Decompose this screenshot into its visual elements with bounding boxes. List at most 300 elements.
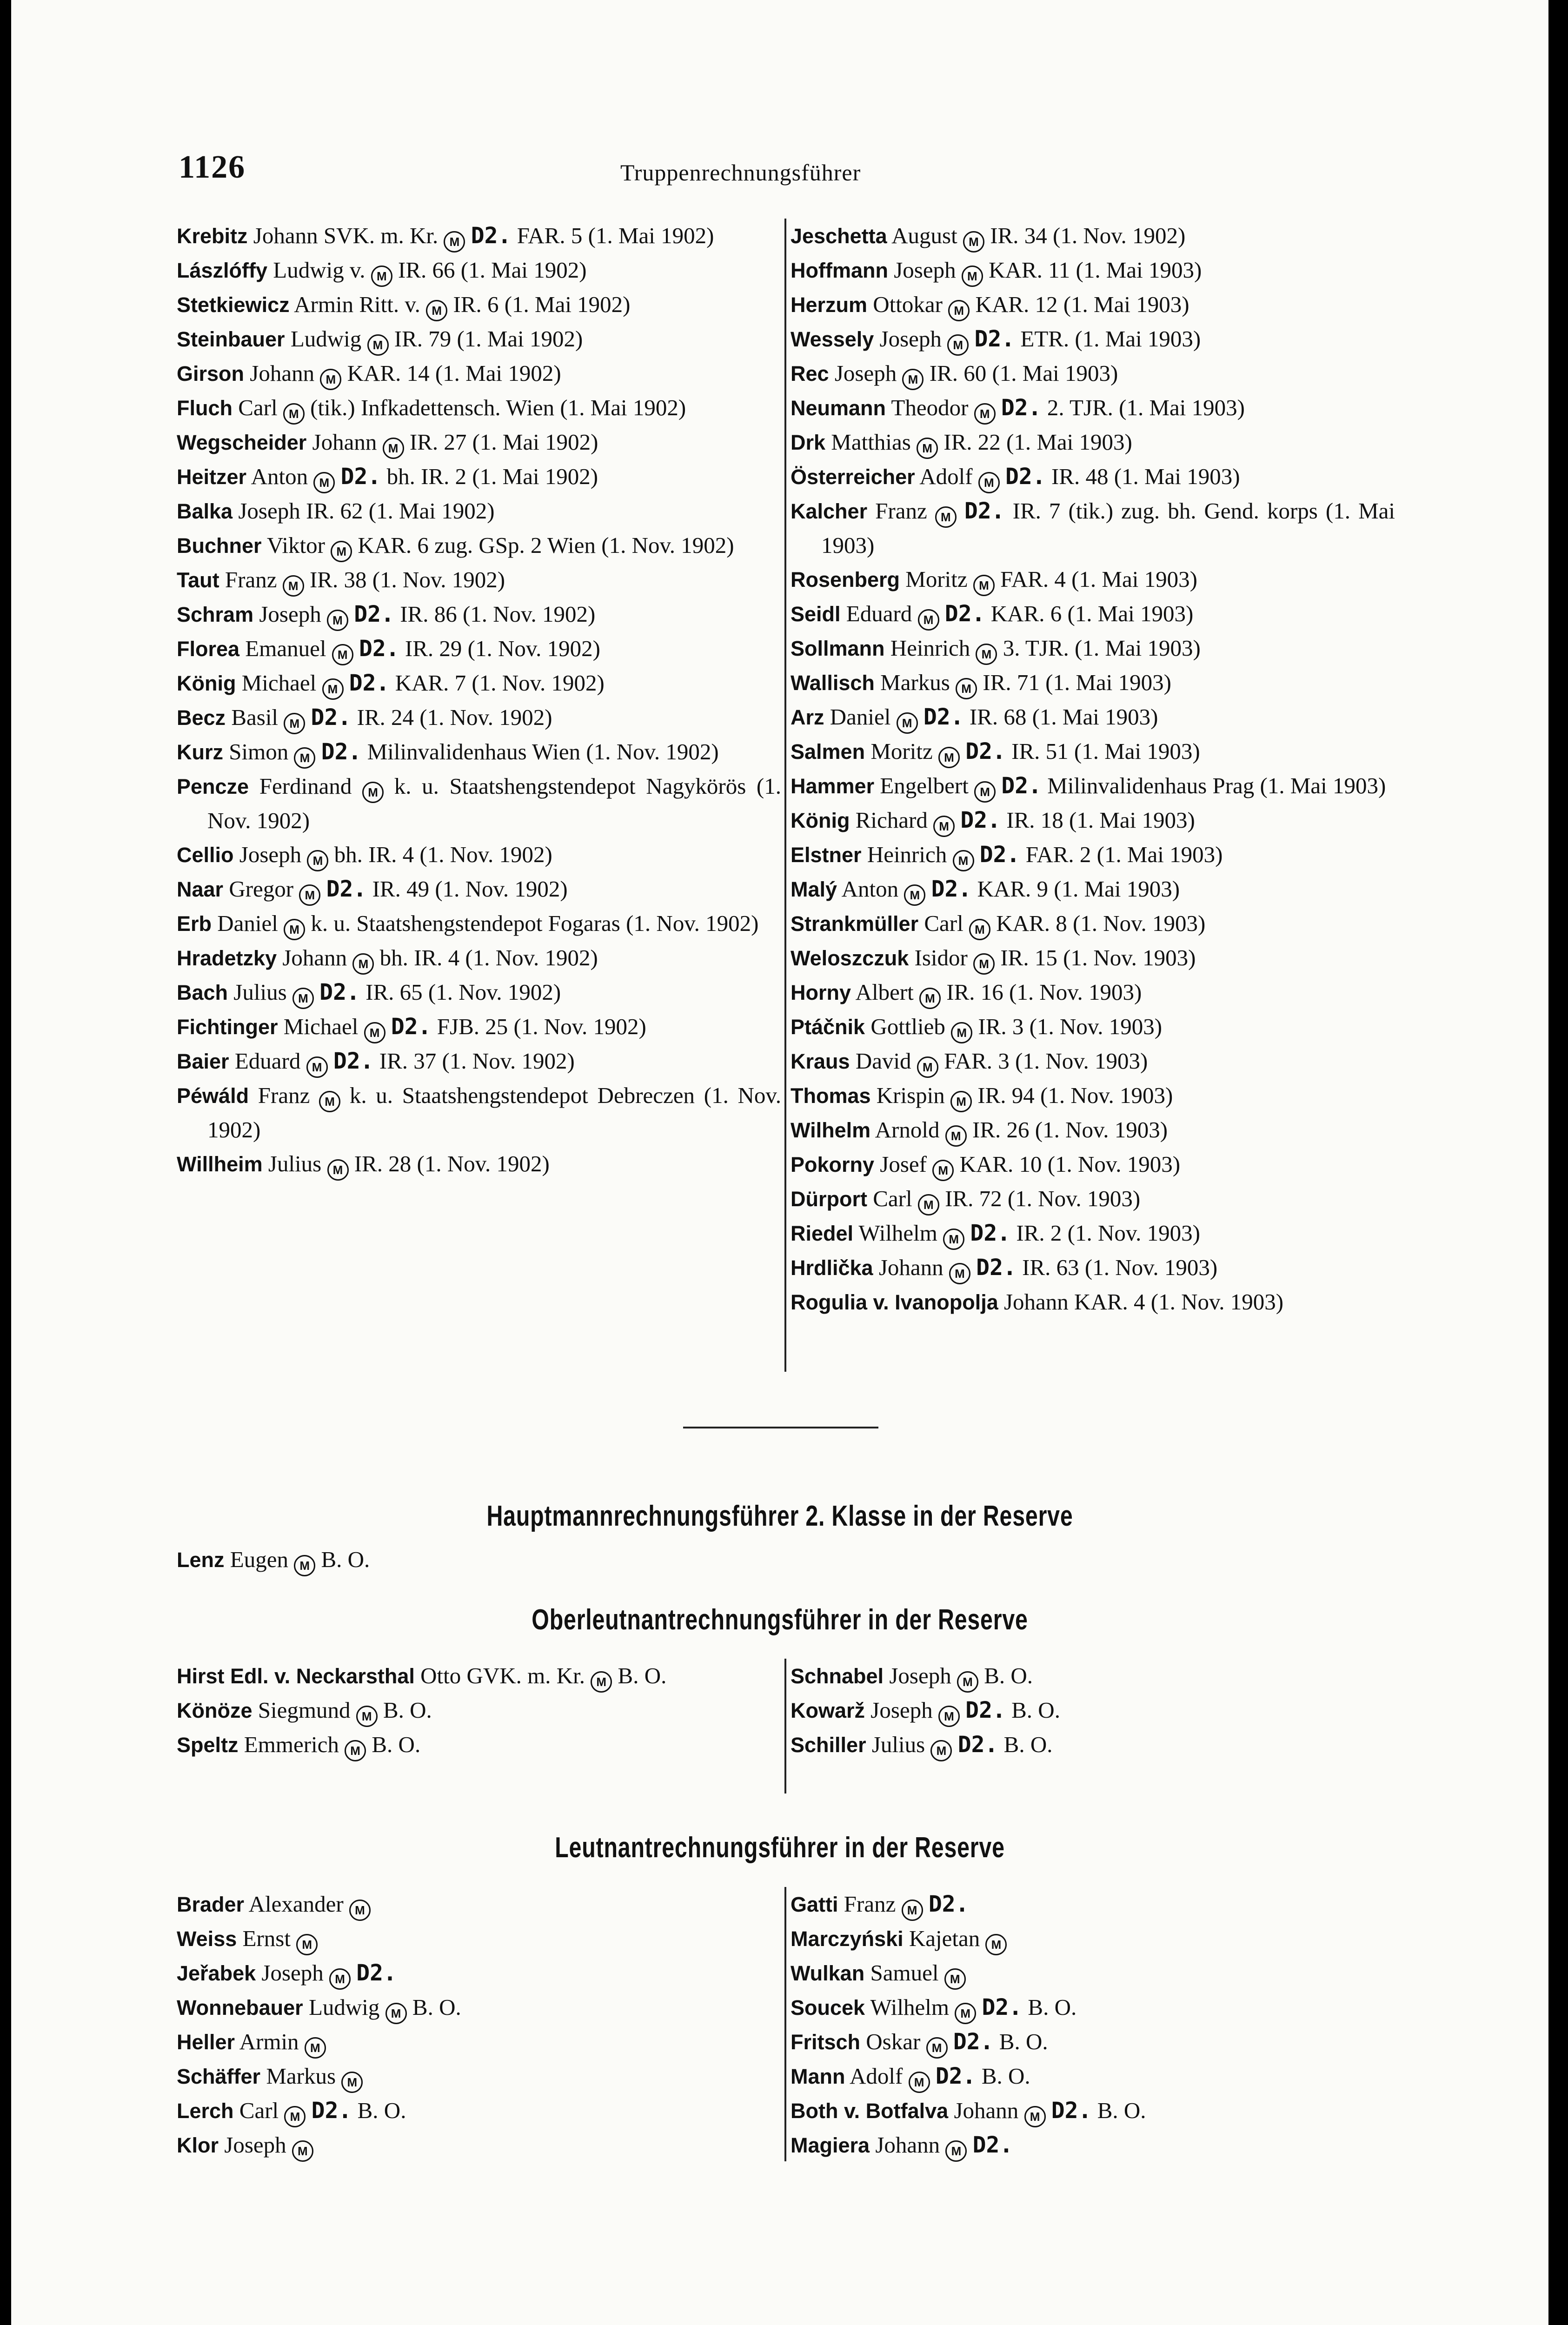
person-surname: Hoffmann [791, 259, 888, 282]
medal-icon: M [327, 610, 348, 631]
person-surname: Fluch [177, 396, 233, 420]
personnel-entry [177, 459, 781, 494]
person-surname: Fritsch [791, 2030, 861, 2054]
medal-icon: M [332, 644, 353, 665]
medal-icon: M [909, 2072, 930, 2093]
medal-icon: M [944, 1968, 966, 1990]
decoration-label: D2. [326, 876, 367, 902]
decoration-label: D2. [471, 223, 512, 249]
person-surname: Florea [177, 637, 240, 661]
medal-icon: M [897, 712, 918, 734]
medal-icon: M [969, 919, 990, 940]
column-divider [784, 219, 786, 1372]
person-details: Adolf M D2. B. O. [850, 2063, 1030, 2089]
person-surname: Kurz [177, 740, 223, 764]
running-header [11, 149, 1548, 191]
medal-icon: M [962, 266, 983, 287]
person-details: Franz M D2. IR. 7 (tik.) zug. bh. Gend. korps (1. Mai 1903) [821, 498, 1395, 558]
medal-icon: M [294, 1555, 315, 1576]
person-details: Michael M D2. FJB. 25 (1. Nov. 1902) [284, 1014, 646, 1039]
personnel-entry [791, 425, 1395, 459]
person-details: Ferdinand M k. u. Staatshengstendepot Nagykörös (1. Nov. 1902) [207, 773, 781, 833]
decoration-label: D2. [1001, 395, 1042, 421]
personnel-entry [791, 837, 1395, 872]
person-details: Oskar M D2. B. O. [866, 2029, 1048, 2054]
person-surname: Soucek [791, 1996, 865, 2019]
personnel-entry [177, 1693, 781, 1727]
medal-icon: M [985, 1934, 1007, 1955]
person-details: Moritz M FAR. 4 (1. Mai 1903) [905, 566, 1197, 592]
person-details: Arnold M IR. 26 (1. Nov. 1903) [875, 1117, 1168, 1143]
decoration-label: D2. [1001, 773, 1042, 799]
person-surname: Taut [177, 568, 219, 592]
person-surname: Riedel [791, 1222, 854, 1245]
decoration-label: D2. [982, 1994, 1023, 2020]
personnel-entry [177, 1010, 781, 1044]
person-surname: Seidl [791, 602, 841, 626]
person-surname: Brader [177, 1893, 245, 1916]
personnel-entry [791, 941, 1395, 975]
medal-icon: M [313, 472, 335, 493]
person-surname: Weiss [177, 1927, 237, 1951]
person-details: Eduard M D2. IR. 37 (1. Nov. 1902) [235, 1048, 575, 1074]
person-surname: Wallisch [791, 671, 875, 695]
medal-icon: M [947, 334, 969, 356]
person-details: Kajetan M [909, 1926, 1007, 1951]
person-details: Joseph M D2. ETR. (1. Mai 1903) [880, 326, 1201, 352]
personnel-entry [177, 494, 781, 528]
person-details: Anton M D2. KAR. 9 (1. Mai 1903) [842, 876, 1180, 902]
medal-icon: M [938, 747, 960, 768]
personnel-entry [791, 803, 1395, 837]
entries-oberleutnant-left [177, 1659, 781, 1762]
personnel-entry [177, 1990, 781, 2025]
personnel-entry [177, 1542, 781, 1577]
person-details: Franz M IR. 38 (1. Nov. 1902) [225, 567, 505, 592]
person-surname: Horny [791, 981, 851, 1004]
person-details: Franz M D2. [844, 1891, 969, 1917]
person-details: Joseph M D2. B. O. [870, 1697, 1060, 1723]
medal-icon: M [935, 506, 957, 528]
decoration-label: D2. [319, 979, 360, 1005]
personnel-entry [177, 2093, 781, 2128]
person-surname: Weloszczuk [791, 946, 909, 970]
person-surname: Wulkan [791, 1961, 865, 1985]
person-details: Emanuel M D2. IR. 29 (1. Nov. 1902) [245, 636, 600, 661]
person-surname: Balka [177, 499, 233, 523]
person-details: Viktor M KAR. 6 zug. GSp. 2 Wien (1. Nov. 1902) [267, 532, 734, 558]
medal-icon: M [943, 1229, 964, 1250]
personnel-entry [791, 1010, 1395, 1044]
personnel-entry [177, 700, 781, 735]
medal-icon: M [918, 609, 939, 631]
decoration-label: D2. [923, 704, 964, 730]
person-details: Ludwig M IR. 79 (1. Mai 1902) [291, 326, 583, 352]
person-details: Ernst M [243, 1926, 318, 1951]
personnel-entry [791, 1693, 1395, 1727]
person-surname: Arz [791, 705, 824, 729]
column-divider [784, 1659, 786, 1794]
medal-icon: M [319, 1091, 340, 1112]
medal-icon: M [307, 850, 328, 871]
person-details: Johann M IR. 27 (1. Mai 1902) [312, 429, 598, 455]
person-details: Wilhelm M D2. IR. 2 (1. Nov. 1903) [858, 1220, 1200, 1246]
medal-icon: M [1024, 2106, 1046, 2127]
person-surname: Schram [177, 603, 254, 626]
person-surname: Sollmann [791, 637, 885, 660]
person-details: Michael M D2. KAR. 7 (1. Nov. 1902) [242, 670, 605, 696]
medal-icon: M [949, 1263, 970, 1284]
medal-icon: M [938, 1706, 960, 1727]
medal-icon: M [349, 1900, 371, 1921]
personnel-entry [177, 666, 781, 700]
personnel-entry [791, 1078, 1395, 1113]
personnel-entry [791, 1285, 1395, 1319]
person-surname: Cellio [177, 843, 234, 867]
personnel-entry [791, 459, 1395, 494]
person-surname: Thomas [791, 1084, 871, 1108]
personnel-entry [791, 2025, 1395, 2059]
person-surname: Hradetzky [177, 946, 277, 970]
personnel-entry [177, 872, 781, 906]
person-surname: Hrdlička [791, 1256, 873, 1280]
person-surname: Strankmüller [791, 912, 919, 936]
person-surname: Klor [177, 2133, 219, 2157]
person-details: Eugen M B. O. [230, 1547, 370, 1572]
personnel-entry [177, 906, 781, 941]
person-surname: Pokorny [791, 1153, 875, 1176]
person-surname: Kowarž [791, 1699, 865, 1722]
medal-icon: M [329, 1968, 351, 1990]
decoration-label: D2. [391, 1014, 432, 1040]
personnel-entry [791, 356, 1395, 391]
personnel-entry [791, 1990, 1395, 2025]
medal-icon: M [356, 1706, 378, 1727]
person-surname: Schnabel [791, 1664, 884, 1688]
decoration-label: D2. [970, 1220, 1011, 1246]
person-details: Carl M D2. B. O. [239, 2098, 406, 2123]
person-details: Joseph M B. O. [889, 1663, 1033, 1688]
person-details: Heinrich M 3. TJR. (1. Mai 1903) [890, 635, 1201, 661]
entries-oberleutnant-right [791, 1659, 1395, 1762]
personnel-entry [177, 2025, 781, 2059]
personnel-entry [177, 287, 781, 322]
medal-icon: M [945, 1125, 967, 1147]
person-surname: Österreicher [791, 465, 915, 489]
medal-icon: M [296, 1934, 318, 1955]
decoration-label: D2. [1005, 464, 1046, 490]
person-details: Johann M KAR. 14 (1. Mai 1902) [250, 360, 561, 386]
person-surname: Magiera [791, 2133, 870, 2157]
person-details: Ludwig M B. O. [309, 1994, 461, 2020]
person-details: Armin M [239, 2029, 326, 2054]
person-details: Johann KAR. 4 (1. Nov. 1903) [1003, 1289, 1284, 1315]
person-details: Gregor M D2. IR. 49 (1. Nov. 1902) [229, 876, 567, 902]
medal-icon: M [345, 1740, 366, 1761]
person-details: Julius M D2. IR. 65 (1. Nov. 1902) [233, 979, 561, 1005]
personnel-entry [177, 1078, 781, 1147]
person-surname: Kraus [791, 1050, 850, 1073]
medal-icon: M [951, 1022, 972, 1043]
decoration-label: D2. [965, 738, 1006, 764]
personnel-entry [177, 941, 781, 975]
person-details: Richard M D2. IR. 18 (1. Mai 1903) [856, 807, 1195, 833]
personnel-entry [791, 494, 1395, 562]
personnel-entry [177, 322, 781, 356]
person-surname: Schäffer [177, 2065, 261, 2088]
medal-icon: M [352, 953, 374, 975]
entries-column-left [177, 219, 781, 1181]
section-heading-oberleutnant: Oberleutnantrechnungsführer in der Reserve [532, 1604, 1028, 1636]
person-surname: Rosenberg [791, 568, 900, 591]
personnel-entry [791, 1113, 1395, 1147]
personnel-entry [177, 425, 781, 459]
person-surname: Wegscheider [177, 431, 307, 454]
medal-icon: M [283, 575, 304, 597]
decoration-label: D2. [1051, 2098, 1092, 2124]
section-heading-hauptmann: Hauptmannrechnungsführer 2. Klasse in der Reserve [486, 1500, 1073, 1532]
personnel-entry [177, 597, 781, 631]
personnel-entry [791, 1044, 1395, 1078]
decoration-label: D2. [311, 2098, 352, 2124]
medal-icon: M [933, 816, 955, 837]
person-details: Joseph M D2. IR. 86 (1. Nov. 1902) [259, 601, 595, 627]
person-surname: Lenz [177, 1548, 225, 1572]
personnel-entry [177, 253, 781, 287]
person-surname: Wonnebauer [177, 1996, 303, 2019]
person-surname: König [791, 809, 850, 832]
decoration-label: D2. [333, 1048, 374, 1074]
person-surname: Wilhelm [791, 1118, 871, 1142]
medal-icon: M [974, 403, 996, 425]
person-surname: Elstner [791, 843, 862, 867]
person-details: Anton M D2. bh. IR. 2 (1. Mai 1902) [251, 464, 598, 489]
person-details: David M FAR. 3 (1. Nov. 1903) [856, 1048, 1148, 1074]
decoration-label: D2. [965, 1697, 1006, 1723]
personnel-entry [177, 837, 781, 872]
personnel-entry [791, 1887, 1395, 1921]
person-details: Isidor M IR. 15 (1. Nov. 1903) [915, 945, 1196, 970]
medal-icon: M [284, 2106, 306, 2127]
person-surname: Krebitz [177, 224, 248, 248]
person-details: Siegmund M B. O. [258, 1697, 432, 1723]
person-details: Josef M KAR. 10 (1. Nov. 1903) [880, 1151, 1180, 1177]
person-surname: Kalcher [791, 499, 868, 523]
person-details: Joseph M [224, 2132, 313, 2158]
person-surname: Both v. Botfalva [791, 2099, 949, 2123]
person-details: Johann M D2. IR. 63 (1. Nov. 1903) [879, 1255, 1217, 1280]
person-surname: Hammer [791, 774, 875, 798]
medal-icon: M [341, 2072, 363, 2093]
column-divider [784, 1887, 786, 2161]
person-details: Johann M D2. [875, 2132, 1013, 2158]
decoration-label: D2. [340, 464, 381, 490]
person-surname: Péwáld [177, 1084, 249, 1108]
medal-icon: M [371, 266, 392, 287]
medal-icon: M [957, 1671, 978, 1693]
personnel-entry [177, 769, 781, 837]
person-surname: Neumann [791, 396, 886, 420]
person-surname: Marczyński [791, 1927, 904, 1951]
medal-icon: M [367, 334, 389, 356]
person-details: Joseph IR. 62 (1. Mai 1902) [238, 498, 495, 524]
personnel-entry [791, 562, 1395, 597]
medal-icon: M [362, 782, 384, 803]
decoration-label: D2. [311, 704, 352, 731]
person-surname: Speltz [177, 1733, 239, 1757]
personnel-entry [791, 2093, 1395, 2128]
decoration-label: D2. [354, 601, 394, 627]
personnel-entry [177, 1887, 781, 1921]
personnel-entry [177, 391, 781, 425]
medal-icon: M [904, 884, 925, 906]
person-surname: Baier [177, 1050, 229, 1073]
person-details: Julius M IR. 28 (1. Nov. 1902) [268, 1151, 550, 1176]
decoration-label: D2. [974, 326, 1015, 352]
person-surname: Pencze [177, 775, 249, 798]
person-details: Joseph M KAR. 11 (1. Mai 1903) [894, 257, 1202, 283]
personnel-entry [791, 1147, 1395, 1182]
medal-icon: M [926, 2037, 948, 2059]
person-surname: Buchner [177, 534, 262, 558]
person-details: Matthias M IR. 22 (1. Mai 1903) [831, 429, 1132, 455]
medal-icon: M [973, 953, 995, 975]
medal-icon: M [426, 300, 447, 321]
person-details: August M IR. 34 (1. Nov. 1902) [891, 223, 1185, 248]
person-details: Simon M D2. Milinvalidenhaus Wien (1. Nov. 1902) [229, 739, 719, 764]
person-details: Emmerich M B. O. [244, 1732, 420, 1757]
decoration-label: D2. [359, 636, 399, 662]
decoration-label: D2. [964, 498, 1005, 524]
person-surname: Schiller [791, 1733, 866, 1757]
decoration-label: D2. [928, 1891, 969, 1917]
running-title: Truppenrechnungsführer [620, 159, 861, 186]
medal-icon: M [385, 2003, 407, 2024]
personnel-entry [177, 631, 781, 666]
person-details: Markus M IR. 71 (1. Mai 1903) [880, 670, 1171, 695]
document-page [11, 0, 1548, 2325]
personnel-entry [791, 1921, 1395, 1956]
person-surname: Erb [177, 912, 212, 936]
person-surname: Gatti [791, 1893, 838, 1916]
personnel-entry [791, 322, 1395, 356]
person-surname: Girson [177, 362, 245, 385]
personnel-entry [791, 700, 1395, 734]
medal-icon: M [292, 2140, 313, 2162]
person-surname: Becz [177, 706, 226, 730]
medal-icon: M [919, 988, 941, 1009]
person-details: Markus M [266, 2063, 363, 2089]
person-details: Carl M (tik.) Infkadettensch. Wien (1. Mai 1902) [238, 395, 686, 420]
medal-icon: M [973, 575, 995, 596]
person-surname: Könöze [177, 1699, 252, 1722]
person-details: Joseph M D2. [261, 1960, 397, 1986]
medal-icon: M [383, 438, 404, 459]
person-surname: Lászlóffy [177, 259, 268, 282]
person-surname: Steinbauer [177, 327, 285, 351]
page-number: 1126 [179, 149, 246, 185]
medal-icon: M [444, 231, 465, 252]
section-heading-leutnant: Leutnantrechnungsführer in der Reserve [555, 1832, 1005, 1864]
decoration-label: D2. [976, 1255, 1017, 1281]
person-details: Armin Ritt. v. M IR. 6 (1. Mai 1902) [294, 292, 630, 317]
person-surname: Dürport [791, 1187, 867, 1211]
medal-icon: M [976, 644, 997, 665]
medal-icon: M [945, 2140, 967, 2162]
person-details: Franz M k. u. Staatshengstendepot Debreczen (1. Nov. 1902) [207, 1083, 781, 1143]
entries-leutnant-left [177, 1887, 781, 2162]
person-details: Krispin M IR. 94 (1. Nov. 1903) [877, 1083, 1173, 1108]
person-surname: Herzum [791, 293, 868, 317]
medal-icon: M [284, 713, 305, 734]
personnel-entry [791, 975, 1395, 1010]
medal-icon: M [294, 747, 315, 769]
person-details: Carl M KAR. 8 (1. Nov. 1903) [924, 910, 1205, 936]
person-surname: Mann [791, 2065, 845, 2088]
personnel-entry [177, 1659, 781, 1693]
person-surname: Stetkiewicz [177, 293, 290, 317]
medal-icon: M [902, 1900, 923, 1921]
personnel-entry [791, 2059, 1395, 2093]
medal-icon: M [950, 1091, 972, 1112]
personnel-entry [177, 1147, 781, 1181]
person-details: Samuel M [870, 1960, 965, 1986]
person-details: Ottokar M KAR. 12 (1. Mai 1903) [873, 292, 1189, 317]
personnel-entry [177, 2128, 781, 2162]
personnel-entry [791, 769, 1395, 803]
person-details: Daniel M k. u. Staatshengstendepot Fogaras (1. Nov. 1902) [217, 910, 758, 936]
decoration-label: D2. [356, 1960, 397, 1986]
personnel-entry [791, 2128, 1395, 2162]
person-surname: Lerch [177, 2099, 234, 2123]
personnel-entry [791, 1659, 1395, 1693]
person-details: Theodor M D2. 2. TJR. (1. Mai 1903) [891, 395, 1245, 420]
entries-column-right [791, 219, 1395, 1319]
person-details: Adolf M D2. IR. 48 (1. Mai 1903) [919, 464, 1240, 489]
person-surname: Jeschetta [791, 224, 887, 248]
person-surname: Drk [791, 431, 826, 454]
personnel-entry [177, 975, 781, 1010]
personnel-entry [791, 631, 1395, 665]
person-surname: Rogulia v. Ivanopolja [791, 1290, 998, 1314]
person-surname: Bach [177, 981, 228, 1004]
personnel-entry [791, 597, 1395, 631]
personnel-entry [791, 1250, 1395, 1285]
person-details: Otto GVK. m. Kr. M B. O. [420, 1663, 666, 1688]
person-details: Joseph M IR. 60 (1. Mai 1903) [835, 360, 1118, 386]
medal-icon: M [283, 403, 305, 425]
personnel-entry [791, 287, 1395, 322]
person-details: Engelbert M D2. Milinvalidenhaus Prag (1. Mai 1903) [880, 773, 1386, 798]
person-details: Ludwig v. M IR. 66 (1. Mai 1902) [273, 257, 586, 283]
personnel-entry [791, 1216, 1395, 1250]
medal-icon: M [974, 781, 996, 803]
personnel-entry [177, 528, 781, 563]
personnel-entry [177, 1956, 781, 1990]
medal-icon: M [322, 678, 344, 700]
person-surname: Hirst Edl. v. Neckarsthal [177, 1664, 415, 1688]
medal-icon: M [930, 1740, 952, 1761]
person-details: Alexander M [249, 1891, 371, 1917]
person-surname: König [177, 671, 236, 695]
decoration-label: D2. [944, 601, 985, 627]
medal-icon: M [948, 300, 970, 321]
personnel-entry [791, 253, 1395, 287]
section-separator [683, 1427, 878, 1428]
medal-icon: M [918, 1194, 939, 1216]
personnel-entry [791, 665, 1395, 700]
person-details: Basil M D2. IR. 24 (1. Nov. 1902) [231, 704, 552, 730]
